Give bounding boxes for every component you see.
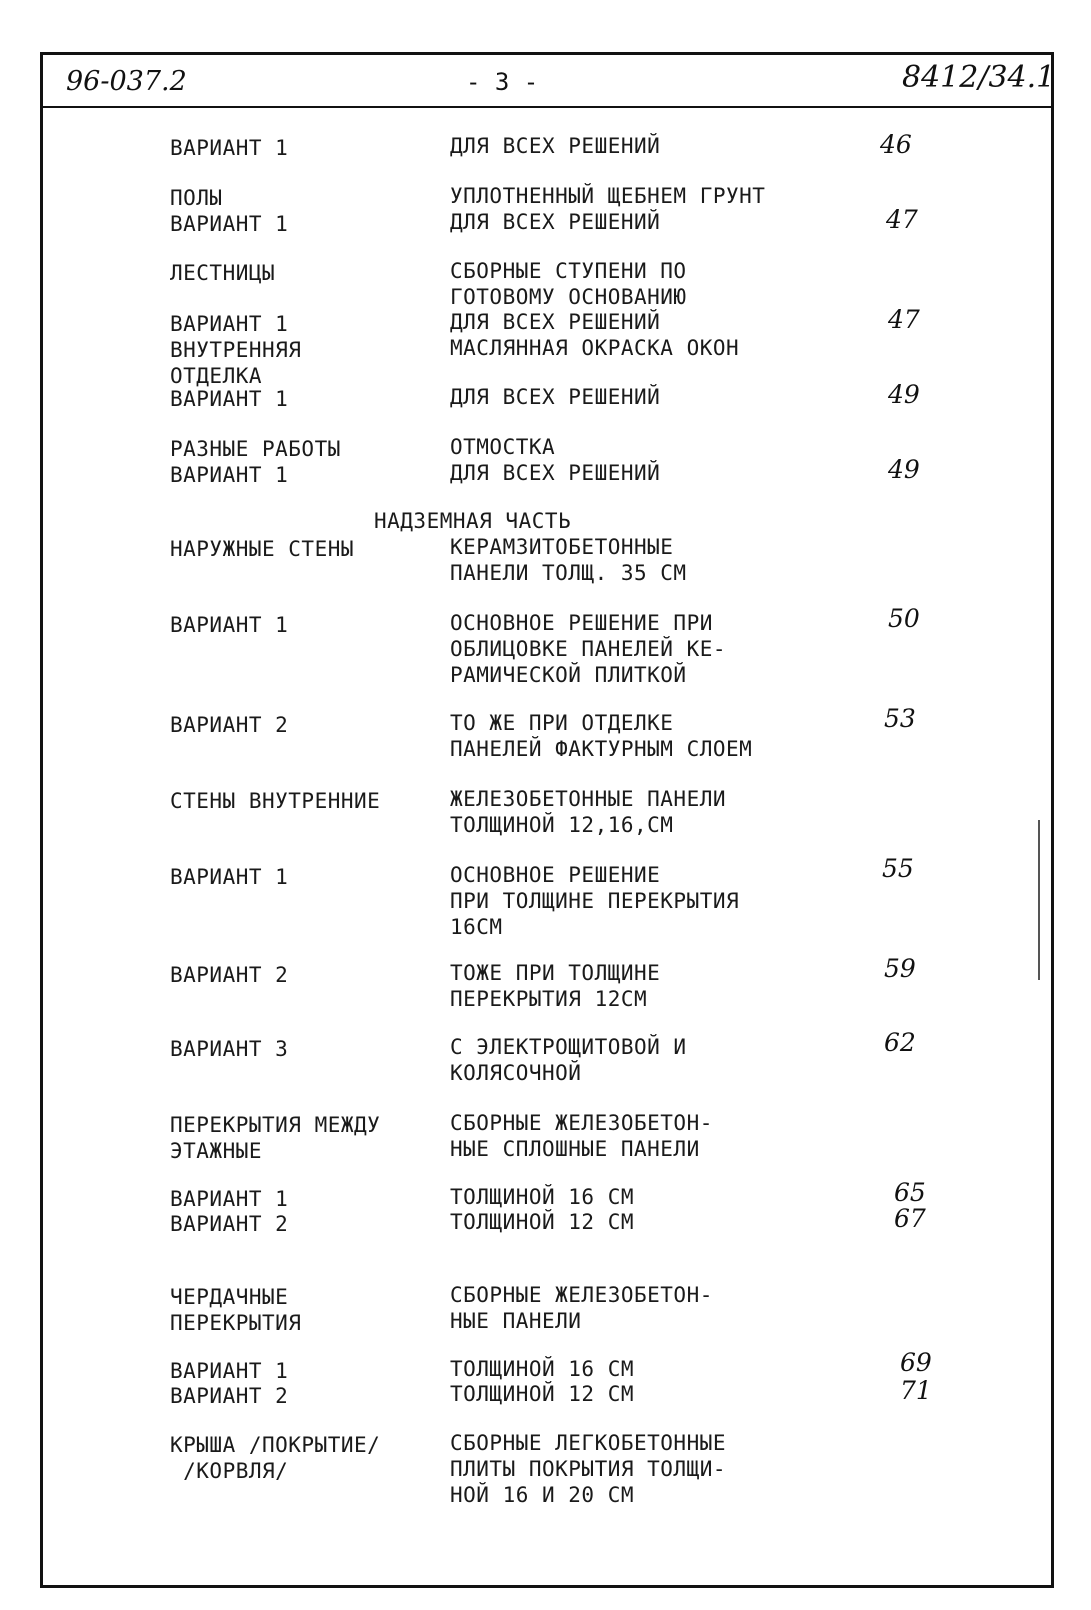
row-left: ВАРИАНТ 3	[170, 1037, 289, 1061]
row-left: КРЫША /ПОКРЫТИЕ/ /КОРВЛЯ/	[170, 1433, 381, 1483]
row-left: ПОЛЫ ВАРИАНТ 1	[170, 186, 289, 236]
row-left: ПЕРЕКРЫТИЯ МЕЖДУ ЭТАЖНЫЕ	[170, 1113, 381, 1163]
row-left: НАРУЖНЫЕ СТЕНЫ	[170, 537, 355, 561]
row-page: 47	[886, 205, 918, 234]
row-right: ДЛЯ ВСЕХ РЕШЕНИЙ МАСЛЯННАЯ ОКРАСКА ОКОН	[450, 310, 740, 360]
row-right: ОСНОВНОЕ РЕШЕНИЕ ПРИ ТОЛЩИНЕ ПЕРЕКРЫТИЯ 16СМ	[450, 863, 740, 939]
row-left: ВАРИАНТ 1 ВНУТРЕННЯЯ ОТДЕЛКА	[170, 312, 302, 388]
row-right: ТОЛЩИНОЙ 12 СМ	[450, 1210, 635, 1234]
row-page: 65	[894, 1178, 926, 1207]
scan-artifact-line	[1038, 820, 1040, 980]
row-left: ВАРИАНТ 1	[170, 387, 289, 411]
row-right: УПЛОТНЕННЫЙ ЩЕБНЕМ ГРУНТ ДЛЯ ВСЕХ РЕШЕНИЙ	[450, 184, 766, 234]
row-right: ЖЕЛЕЗОБЕТОННЫЕ ПАНЕЛИ ТОЛЩИНОЙ 12,16,СМ	[450, 787, 727, 837]
row-page: 50	[888, 604, 920, 633]
reference-number: 8412/34.1	[902, 60, 1056, 95]
row-left: ВАРИАНТ 1	[170, 1359, 289, 1383]
row-right: КЕРАМЗИТОБЕТОННЫЕ ПАНЕЛИ ТОЛЩ. 35 СМ	[450, 535, 687, 585]
row-page: 69	[900, 1348, 932, 1377]
row-page: 55	[882, 854, 914, 883]
page-number: - 3 -	[466, 68, 539, 96]
row-left: ВАРИАНТ 2	[170, 1212, 289, 1236]
row-left: ЧЕРДАЧНЫЕ ПЕРЕКРЫТИЯ	[170, 1285, 302, 1335]
row-right: СБОРНЫЕ ЖЕЛЕЗОБЕТОН- НЫЕ ПАНЕЛИ	[450, 1283, 713, 1333]
row-right: ТО ЖЕ ПРИ ОТДЕЛКЕ ПАНЕЛЕЙ ФАКТУРНЫМ СЛОЕМ	[450, 711, 753, 761]
row-right: СБОРНЫЕ ЖЕЛЕЗОБЕТОН- НЫЕ СПЛОШНЫЕ ПАНЕЛИ	[450, 1111, 713, 1161]
row-right: С ЭЛЕКТРОЩИТОВОЙ И КОЛЯСОЧНОЙ	[450, 1035, 687, 1085]
row-page: 71	[900, 1376, 932, 1405]
row-left: ВАРИАНТ 2	[170, 1384, 289, 1408]
row-page: 62	[884, 1028, 916, 1057]
row-left: ВАРИАНТ 1	[170, 136, 289, 160]
row-right: ДЛЯ ВСЕХ РЕШЕНИЙ	[450, 134, 661, 158]
row-right: ТОЛЩИНОЙ 16 СМ	[450, 1185, 635, 1209]
row-left: ВАРИАНТ 1	[170, 1187, 289, 1211]
row-right: СБОРНЫЕ СТУПЕНИ ПО ГОТОВОМУ ОСНОВАНИЮ	[450, 259, 687, 309]
row-page: 53	[884, 704, 916, 733]
row-right: ОСНОВНОЕ РЕШЕНИЕ ПРИ ОБЛИЦОВКЕ ПАНЕЛЕЙ КЕ- РАМИЧЕСКОЙ ПЛИТКОЙ	[450, 611, 727, 687]
row-page: 67	[894, 1204, 926, 1233]
row-page: 49	[888, 380, 920, 409]
row-page: 59	[884, 954, 916, 983]
row-right: ТОЛЩИНОЙ 12 СМ	[450, 1382, 635, 1406]
section-heading: НАДЗЕМНАЯ ЧАСТЬ	[374, 509, 572, 533]
row-right: ТОЛЩИНОЙ 16 СМ	[450, 1357, 635, 1381]
row-left: ЛЕСТНИЦЫ	[170, 261, 276, 285]
row-left: СТЕНЫ ВНУТРЕННИЕ	[170, 789, 381, 813]
row-left: ВАРИАНТ 1	[170, 613, 289, 637]
row-page: 49	[888, 455, 920, 484]
row-page: 47	[888, 305, 920, 334]
row-right: ТОЖЕ ПРИ ТОЛЩИНЕ ПЕРЕКРЫТИЯ 12СМ	[450, 961, 661, 1011]
row-page: 46	[880, 130, 912, 159]
row-right: ДЛЯ ВСЕХ РЕШЕНИЙ	[450, 385, 661, 409]
row-left: ВАРИАНТ 1	[170, 865, 289, 889]
header-divider	[40, 106, 1054, 108]
row-right: ОТМОСТКА ДЛЯ ВСЕХ РЕШЕНИЙ	[450, 435, 661, 485]
doc-code: 96-037.2	[66, 66, 187, 97]
row-left: ВАРИАНТ 2	[170, 713, 289, 737]
row-right: СБОРНЫЕ ЛЕГКОБЕТОННЫЕ ПЛИТЫ ПОКРЫТИЯ ТОЛЩИ- НОЙ 16 И 20 СМ	[450, 1431, 727, 1507]
row-left: ВАРИАНТ 2	[170, 963, 289, 987]
row-left: РАЗНЫЕ РАБОТЫ ВАРИАНТ 1	[170, 437, 341, 487]
